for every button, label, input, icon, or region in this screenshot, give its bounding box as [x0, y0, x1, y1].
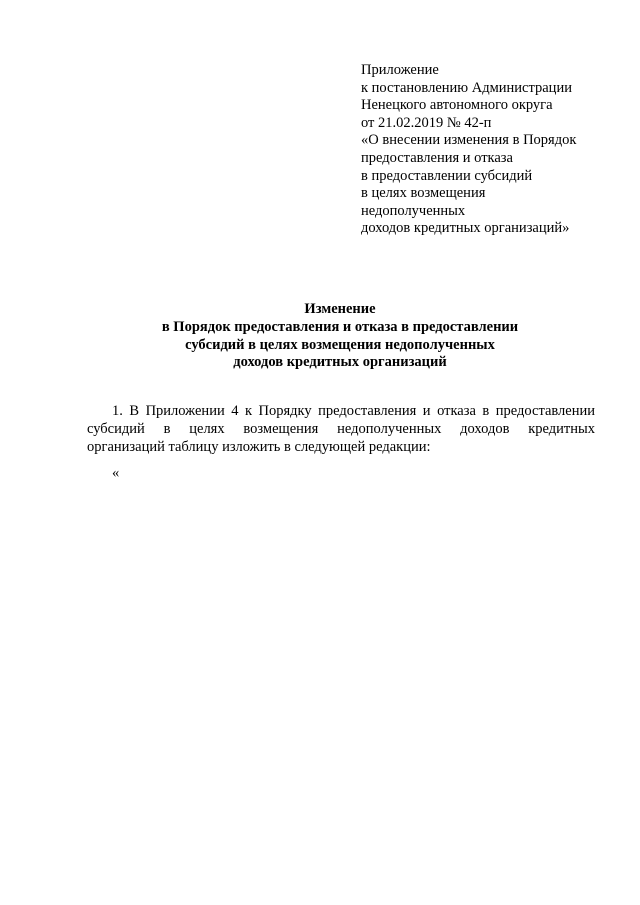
- appendix-line: предоставления и отказа: [361, 149, 513, 166]
- title-line: субсидий в целях возмещения недополученных: [185, 336, 495, 353]
- paragraph-line: субсидий в целях возмещения недополученных доходов кредитных: [87, 421, 595, 438]
- appendix-line: «О внесении изменения в Порядок: [361, 132, 577, 149]
- appendix-header: [361, 62, 621, 238]
- appendix-line: недополученных: [361, 202, 466, 219]
- appendix-line: Ненецкого автономного округа: [361, 97, 553, 114]
- appendix-line: к постановлению Администрации: [361, 79, 572, 96]
- appendix-line: в целях возмещения: [361, 185, 486, 202]
- appendix-line: в предоставлении субсидий: [361, 167, 533, 184]
- appendix-line: доходов кредитных организаций»: [361, 220, 570, 237]
- paragraph-line: организаций таблицу изложить в следующей редакции:: [87, 439, 431, 456]
- body-paragraph: [87, 402, 595, 457]
- appendix-line: Приложение: [361, 62, 439, 78]
- paragraph-line: 1. В Приложении 4 к Порядку предоставления и отказа в предоставлении: [112, 403, 595, 419]
- opening-quote-mark: «: [112, 465, 120, 481]
- title-line: доходов кредитных организаций: [233, 354, 447, 371]
- document-title: [40, 301, 640, 372]
- title-line: Изменение: [304, 301, 376, 317]
- appendix-line: от 21.02.2019 № 42-п: [361, 114, 492, 131]
- title-line: в Порядок предоставления и отказа в предоставлении: [161, 318, 519, 335]
